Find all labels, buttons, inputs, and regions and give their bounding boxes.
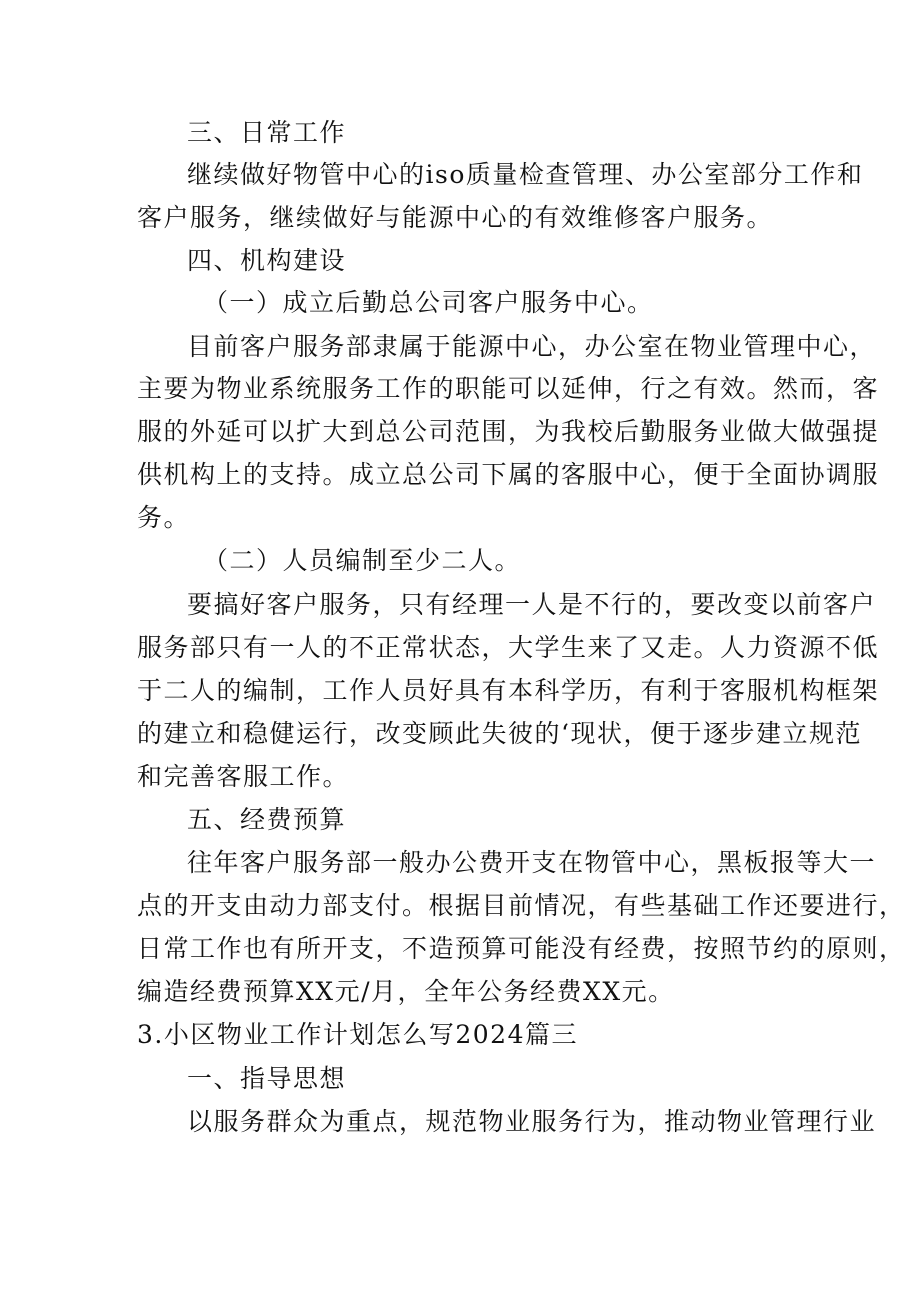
paragraph-line: 继续做好物管中心的iso质量检查管理、办公室部分工作和 — [187, 160, 864, 189]
heading-budget: 五、经费预算 — [187, 805, 347, 834]
heading-organization: 四、机构建设 — [187, 246, 347, 275]
paragraph-line: 日常工作也有所开支，不造预算可能没有经费，按照节约的原则， — [137, 934, 906, 963]
section-title: 3.小区物业工作计划怎么写2024篇三 — [137, 1020, 578, 1049]
subheading-staffing: （二）人员编制至少二人。 — [203, 546, 522, 575]
paragraph-line: 要搞好客户服务，只有经理一人是不行的，要改变以前客户 — [187, 590, 877, 619]
subheading-service-center: （一）成立后勤总公司客户服务中心。 — [203, 288, 654, 317]
paragraph-line: 服的外延可以扩大到总公司范围，为我校后勤服务业做大做强提 — [137, 417, 880, 446]
paragraph-line: 于二人的编制，工作人员好具有本科学历，有利于客服机构框架 — [137, 676, 880, 705]
paragraph-line: 主要为物业系统服务工作的职能可以延伸，行之有效。然而，客 — [137, 374, 880, 403]
paragraph-line: 的建立和稳健运行，改变顾此失彼的‘现状，便于逐步建立规范 — [137, 719, 862, 748]
paragraph-line: 编造经费预算XX元/月，全年公务经费XX元。 — [137, 977, 675, 1006]
paragraph-line: 供机构上的支持。成立总公司下属的客服中心，便于全面协调服 — [137, 460, 880, 489]
heading-daily-work: 三、日常工作 — [187, 118, 347, 147]
paragraph-line: 点的开支由动力部支付。根据目前情况，有些基础工作还要进行， — [137, 891, 906, 920]
paragraph-line: 务。 — [137, 503, 191, 532]
paragraph-line: 往年客户服务部一般办公费开支在物管中心，黑板报等大一 — [187, 848, 877, 877]
paragraph-line: 和完善客服工作。 — [137, 762, 350, 791]
paragraph-line: 目前客户服务部隶属于能源中心，办公室在物业管理中心， — [187, 332, 877, 361]
paragraph-line: 服务部只有一人的不正常状态，大学生来了又走。人力资源不低 — [137, 633, 880, 662]
paragraph-line: 以服务群众为重点，规范物业服务行为，推动物业管理行业 — [187, 1107, 877, 1136]
paragraph-line: 客户服务，继续做好与能源中心的有效维修客户服务。 — [137, 203, 774, 232]
heading-guiding-ideology: 一、指导思想 — [187, 1064, 347, 1093]
